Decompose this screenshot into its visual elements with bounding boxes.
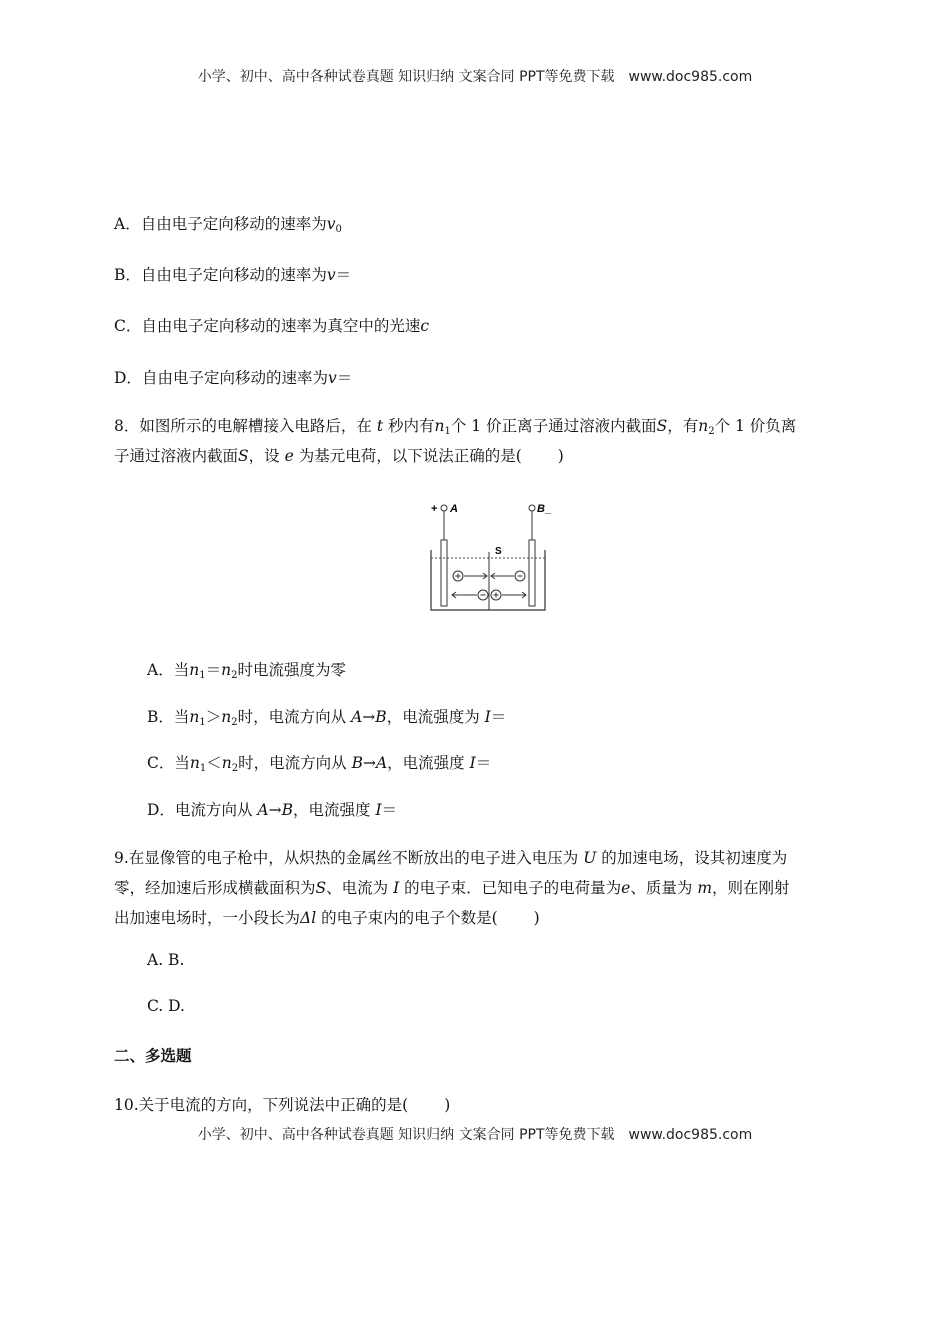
q7-option-a: A．自由电子定向移动的速率为$v_0$ xyxy=(114,215,342,235)
q9-stem-line2: 零，经加速后形成横截面积为S、电流为 I 的电子束．已知电子的电荷量为e、质量为 m，则在刚射 xyxy=(114,879,790,897)
electrolytic-cell-diagram xyxy=(425,500,565,620)
q9-options-ab: A. B. xyxy=(147,951,185,969)
q7-option-b: B．自由电子定向移动的速率为v＝ xyxy=(114,266,352,284)
label-s: S xyxy=(495,546,502,557)
electrode-b xyxy=(529,540,535,606)
q8-stem-line2: 子通过溶液内截面S，设 e 为基元电荷，以下说法正确的是( ) xyxy=(114,447,564,465)
q9-stem-line3: 出加速电场时，一小段长为Δl 的电子束内的电子个数是( ) xyxy=(114,909,540,927)
plus-sign: + xyxy=(431,503,438,515)
q9-options-cd: C. D. xyxy=(147,997,185,1015)
page-footer xyxy=(0,1124,950,1144)
footer-url[interactable]: www.doc985.com xyxy=(628,1127,753,1143)
label-a: A xyxy=(450,503,458,515)
q8-option-b: B．当$n_1>n_2$时，电流方向从 A→B，电流强度为 I＝ xyxy=(147,708,507,728)
footer-text: 小学、初中、高中各种试卷真题 知识归纳 文案合同 PPT等免费下载 xyxy=(197,1127,615,1143)
header-text: 小学、初中、高中各种试卷真题 知识归纳 文案合同 PPT等免费下载 xyxy=(197,69,615,85)
page-header xyxy=(0,66,950,86)
terminal-a-circle xyxy=(441,505,447,511)
q9-stem-line1: 9.在显像管的电子枪中，从炽热的金属丝不断放出的电子进入电压为 U 的加速电场，设其初速度为 xyxy=(114,849,788,867)
q7-option-c: C．自由电子定向移动的速率为真空中的光速c xyxy=(114,317,430,335)
terminal-b-circle xyxy=(529,505,535,511)
q8-stem-line1: 8．如图所示的电解槽接入电路后，在 t 秒内有$n_1$个 1 价正离子通过溶液内截面S，有$n_2$个 1 价负离 xyxy=(114,417,797,437)
cell-container xyxy=(431,550,545,610)
electrode-a xyxy=(441,540,447,606)
label-b: B xyxy=(537,503,545,515)
minus-sign: _ xyxy=(545,503,552,515)
q7-option-d: D．自由电子定向移动的速率为v＝ xyxy=(114,369,353,387)
q8-option-d: D．电流方向从 A→B，电流强度 I＝ xyxy=(147,801,398,819)
q8-option-c: C．当$n_1<n_2$时，电流方向从 B→A，电流强度 I＝ xyxy=(147,754,492,774)
q8-option-a: A．当$n_1=n_2$时电流强度为零 xyxy=(147,661,346,681)
section-heading: 二、多选题 xyxy=(114,1047,192,1065)
header-url[interactable]: www.doc985.com xyxy=(628,69,753,85)
q10-stem: 10.关于电流的方向，下列说法中正确的是( ) xyxy=(114,1096,451,1114)
